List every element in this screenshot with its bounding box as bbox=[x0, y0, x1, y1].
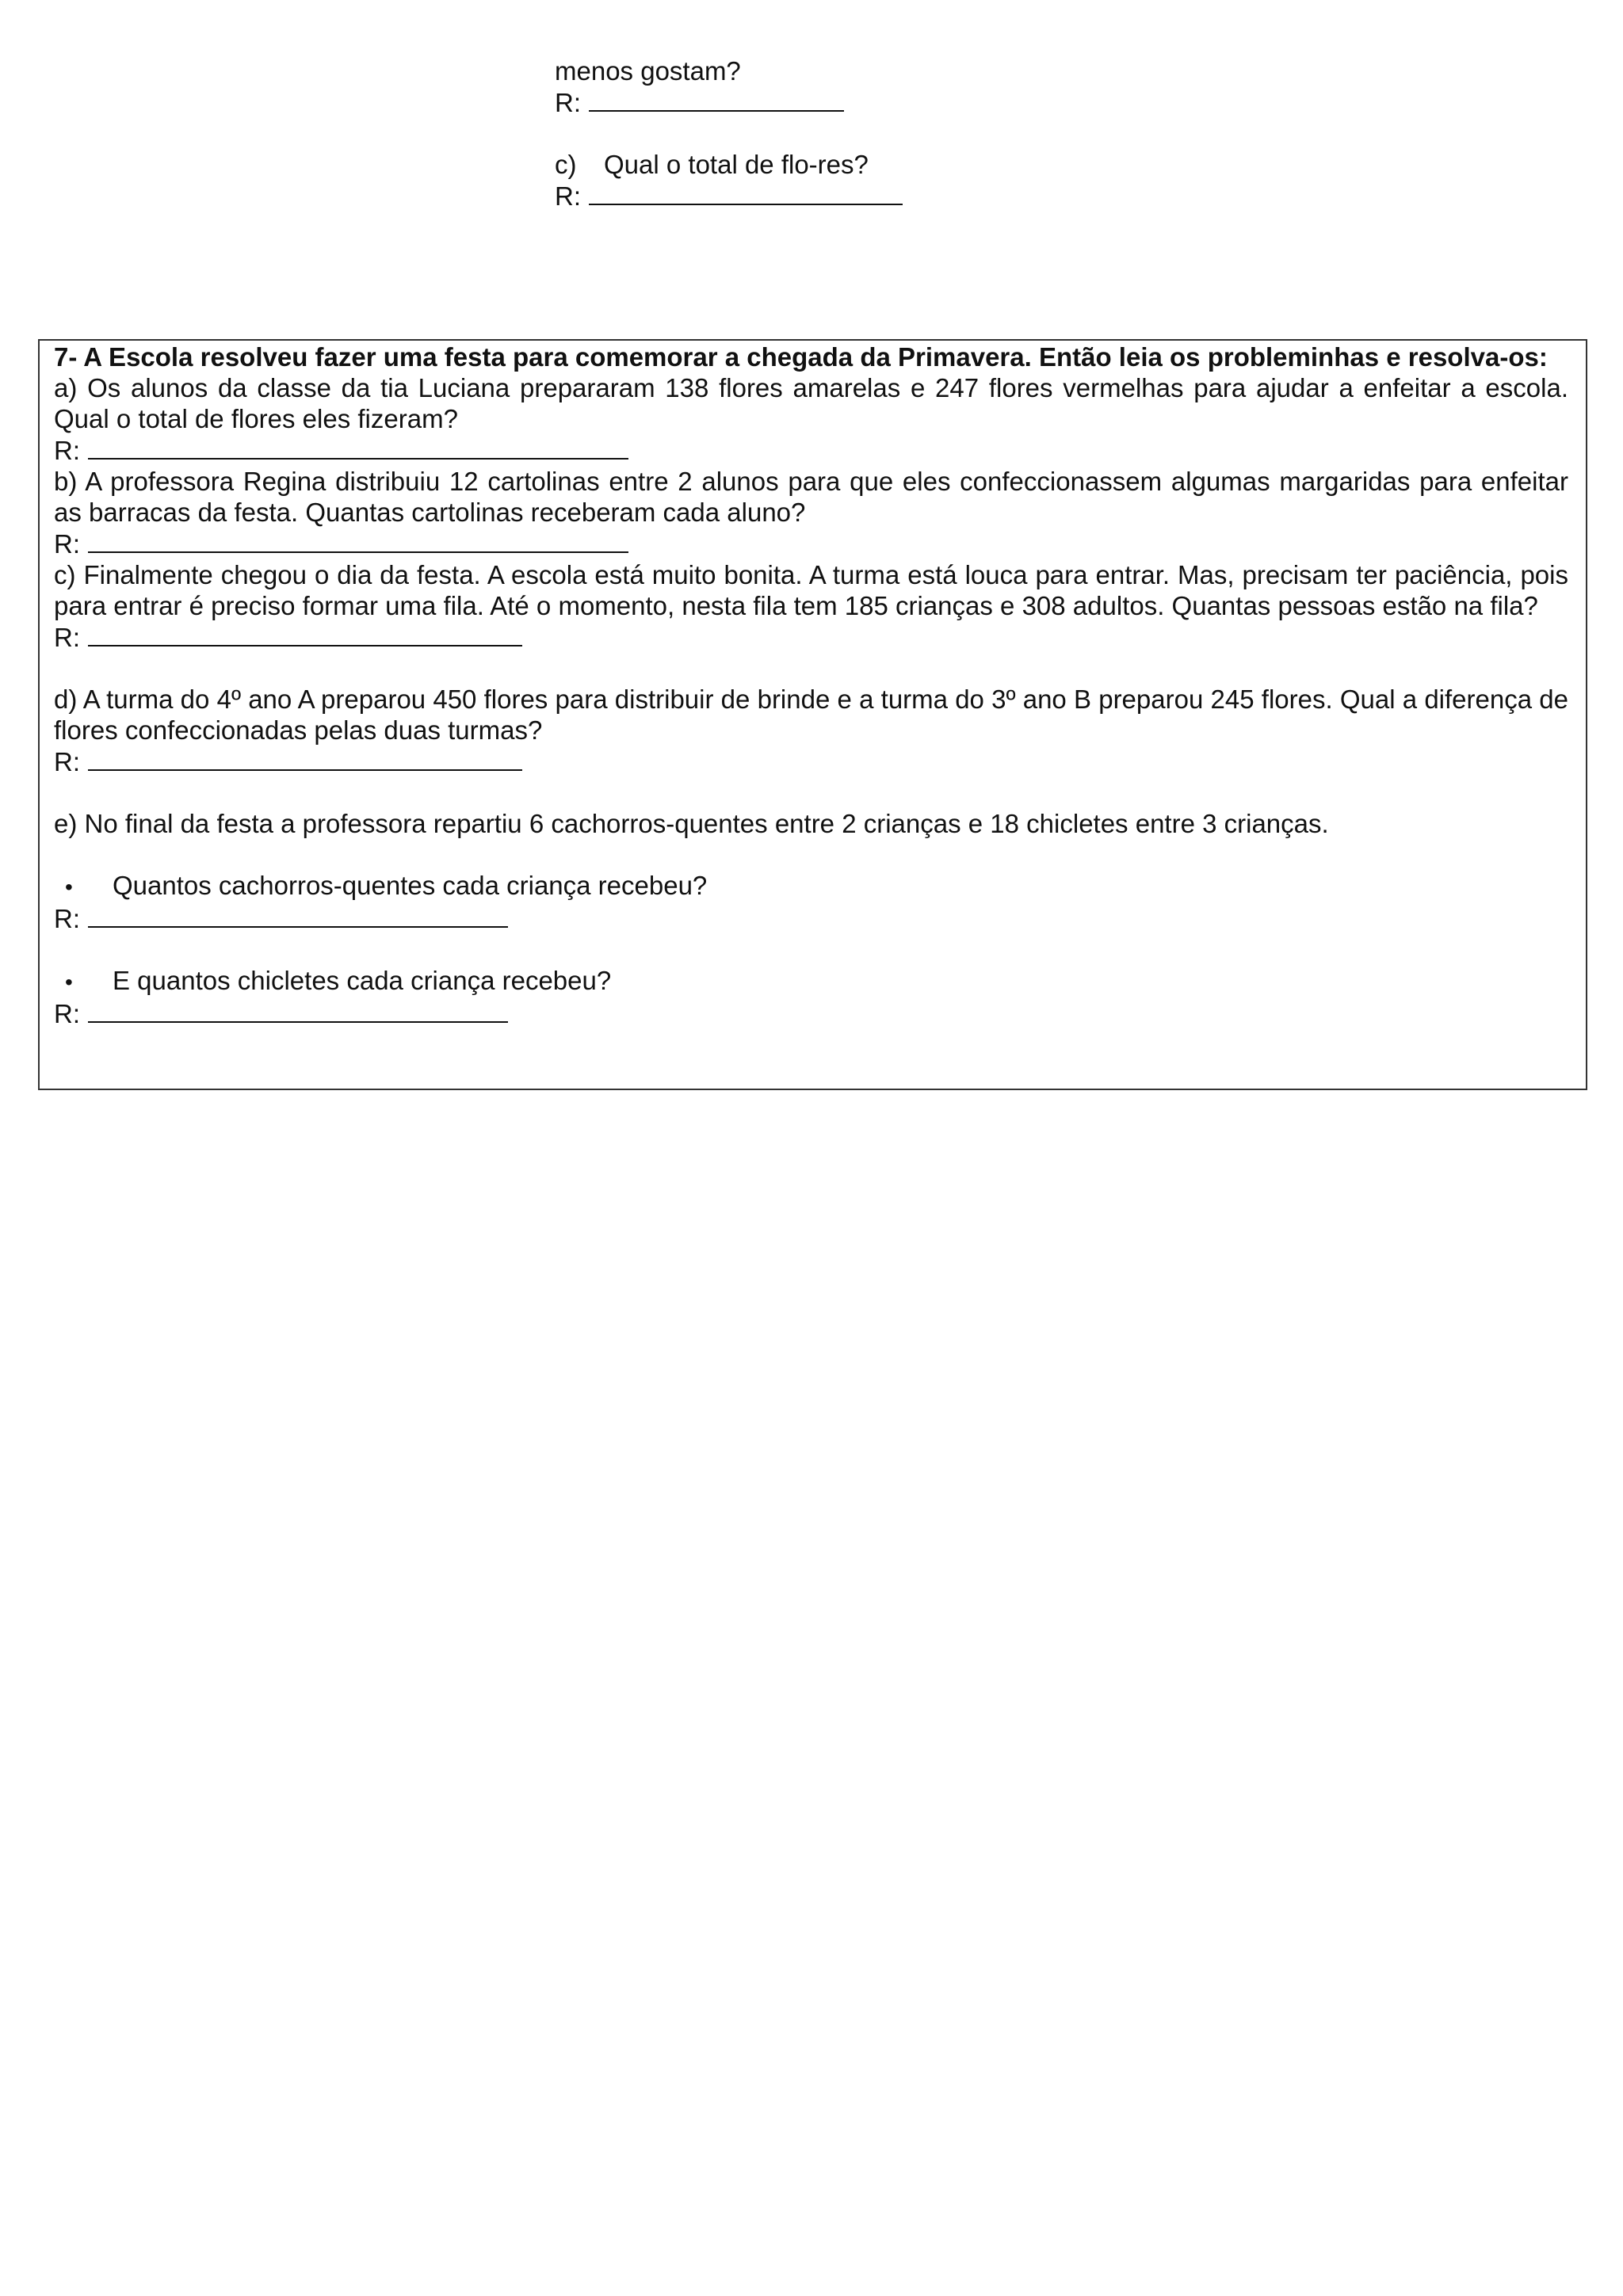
question-c bbox=[555, 149, 935, 180]
question-b: b) A professora Regina distribuiu 12 cartolinas entre 2 alunos para que eles confeccionassem algumas margaridas para enfeitar as barracas da festa. Quantas cartolinas receberam cada aluno? bbox=[54, 467, 1568, 527]
answer-label: R: bbox=[54, 747, 80, 776]
question-c-text: Qual o total de flo-res? bbox=[604, 150, 869, 179]
answer-label: R: bbox=[54, 999, 80, 1028]
answer-label: R: bbox=[54, 623, 80, 652]
question-b-end: menos gostam? bbox=[555, 56, 741, 86]
bullet-text: Quantos cachorros-quentes cada criança recebeu? bbox=[113, 871, 708, 900]
answer-line-a[interactable] bbox=[54, 434, 1568, 466]
answer-line-e1[interactable] bbox=[54, 902, 1568, 934]
answer-label: R: bbox=[54, 904, 80, 933]
answer-line-b[interactable] bbox=[555, 86, 935, 118]
answer-label: R: bbox=[555, 181, 581, 211]
answer-line-c[interactable] bbox=[555, 180, 935, 212]
previous-exercise-continuation bbox=[555, 55, 935, 212]
answer-line-e2[interactable] bbox=[54, 997, 1568, 1029]
question-e-bullet-2 bbox=[54, 965, 1568, 997]
answer-label: R: bbox=[54, 436, 80, 465]
answer-blank[interactable] bbox=[88, 746, 522, 771]
question-e: e) No final da festa a professora repartiu 6 cachorros-quentes entre 2 crianças e 18 chicletes entre 3 crianças. bbox=[54, 809, 1329, 838]
answer-blank[interactable] bbox=[88, 902, 508, 928]
bullet-icon: • bbox=[65, 970, 73, 994]
answer-line-b[interactable] bbox=[54, 528, 1568, 559]
answer-line-c[interactable] bbox=[54, 621, 1568, 653]
answer-blank[interactable] bbox=[88, 997, 508, 1023]
question-a: a) Os alunos da classe da tia Luciana prepararam 138 flores amarelas e 247 flores vermelhas para ajudar a enfeitar a escola. Qual o total de flores eles fizeram? bbox=[54, 373, 1568, 433]
answer-blank[interactable] bbox=[88, 434, 628, 460]
question-c-marker: c) bbox=[555, 150, 577, 179]
answer-blank[interactable] bbox=[589, 86, 844, 112]
answer-line-d[interactable] bbox=[54, 746, 1568, 777]
exercise-7-box bbox=[38, 339, 1587, 1090]
bullet-icon: • bbox=[65, 875, 73, 899]
bullet-text: E quantos chicletes cada criança recebeu? bbox=[113, 966, 612, 995]
answer-blank[interactable] bbox=[589, 180, 903, 205]
question-c: c) Finalmente chegou o dia da festa. A escola está muito bonita. A turma está louca para entrar. Mas, precisam ter paciência, pois para entrar é preciso formar uma fila. Até o momento, nesta fila tem 185 crianças e 308 adultos. Quantas pessoas estão na fila? bbox=[54, 560, 1568, 620]
answer-blank[interactable] bbox=[88, 528, 628, 553]
question-e-bullet-1 bbox=[54, 870, 1568, 902]
answer-label: R: bbox=[54, 529, 80, 559]
answer-label: R: bbox=[555, 88, 581, 117]
exercise-7-title: 7- A Escola resolveu fazer uma festa para comemorar a chegada da Primavera. Então leia os probleminhas e resolva-os: bbox=[54, 342, 1548, 372]
question-d: d) A turma do 4º ano A preparou 450 flores para distribuir de brinde e a turma do 3º ano B preparou 245 flores. Qual a diferença de flores confeccionadas pelas duas turmas? bbox=[54, 685, 1568, 745]
answer-blank[interactable] bbox=[88, 621, 522, 646]
